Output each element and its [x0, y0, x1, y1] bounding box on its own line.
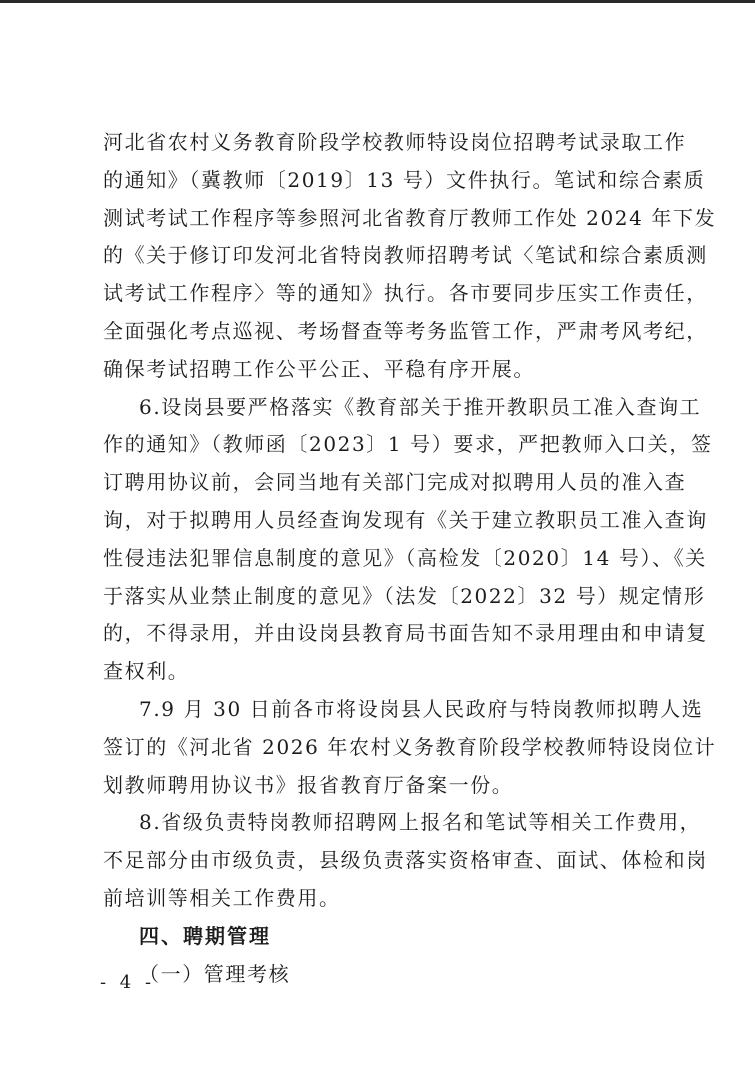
- paragraph-line: 作的通知》（教师函〔2023〕1 号）要求，严把教师入口关，签: [103, 432, 713, 457]
- paragraph-line: 试考试工作程序〉等的通知》执行。各市要同步压实工作责任，: [103, 281, 708, 306]
- paragraph-line: 前培训等相关工作费用。: [103, 885, 341, 910]
- section-heading: 四、聘期管理: [139, 923, 271, 948]
- paragraph-line: 签订的《河北省 2026 年农村义务教育阶段学校教师特设岗位计: [103, 734, 717, 759]
- page-number: - 4 -: [100, 972, 156, 993]
- paragraph-line: 于落实从业禁止制度的意见》（法发〔2022〕32 号）规定情形: [103, 583, 706, 608]
- paragraph-line: 确保考试招聘工作公平公正、平稳有序开展。: [103, 356, 535, 381]
- paragraph-line: 不足部分由市级负责，县级负责落实资格审查、面试、体检和岗: [103, 848, 708, 873]
- item-6-line: 6.设岗县要严格落实《教育部关于推开教职员工准入查询工: [139, 394, 702, 419]
- paragraph-line: 划教师聘用协议书》报省教育厅备案一份。: [103, 772, 514, 797]
- document-body: [103, 124, 717, 993]
- paragraph-line: 询，对于拟聘用人员经查询发现有《关于建立教职员工准入查询: [103, 507, 708, 532]
- paragraph-line: 的，不得录用，并由设岗县教育局书面告知不录用理由和申请复: [103, 621, 708, 646]
- paragraph-line: 性侵违法犯罪信息制度的意见》（高检发〔2020〕14 号）、《关: [103, 545, 707, 570]
- page-top-edge: [0, 0, 755, 3]
- paragraph-line: 河北省农村义务教育阶段学校教师特设岗位招聘考试录取工作: [103, 130, 687, 154]
- paragraph-line: 的《关于修订印发河北省特岗教师招聘考试〈笔试和综合素质测: [103, 243, 708, 268]
- item-8-line: 8.省级负责特岗教师招聘网上报名和笔试等相关工作费用，: [139, 810, 702, 835]
- paragraph-line: 测试考试工作程序等参照河北省教育厅教师工作处 2024 年下发: [103, 205, 717, 230]
- paragraph-line: 的通知》（冀教师〔2019〕13 号）文件执行。笔试和综合素质: [103, 167, 706, 192]
- item-7-line: 7.9 月 30 日前各市将设岗县人民政府与特岗教师拟聘人选: [139, 696, 704, 721]
- paragraph-line: 全面强化考点巡视、考场督查等考务监管工作，严肃考风考纪，: [103, 318, 708, 343]
- subsection-heading: （一）管理考核: [139, 961, 291, 986]
- paragraph-line: 订聘用协议前，会同当地有关部门完成对拟聘用人员的准入查: [103, 470, 687, 495]
- paragraph-line: 查权利。: [103, 659, 190, 684]
